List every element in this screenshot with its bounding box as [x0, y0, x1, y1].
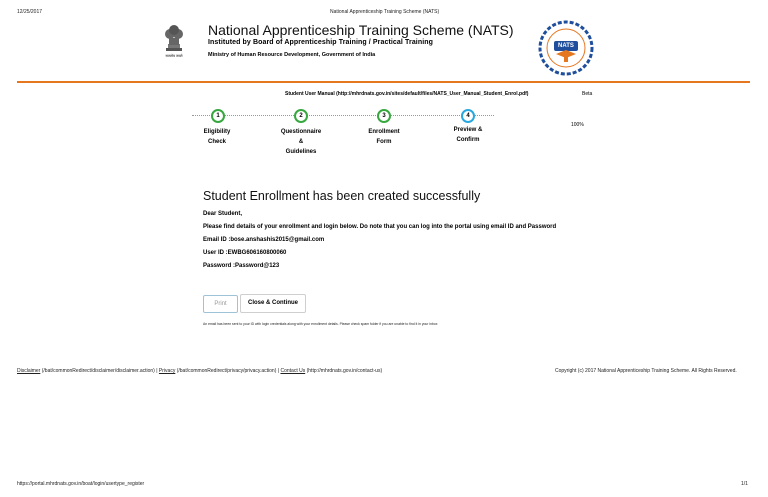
step-2-circle: 2	[294, 109, 308, 123]
step-4-circle: 4	[461, 109, 475, 123]
footer-separator: |	[156, 368, 158, 374]
disclaimer-link[interactable]: Disclaimer	[17, 368, 41, 374]
print-button[interactable]: Print	[203, 295, 238, 313]
privacy-link[interactable]: Privacy	[158, 368, 176, 374]
footer-links	[17, 368, 382, 374]
site-title: National Apprenticeship Training Scheme (NATS)	[208, 22, 514, 38]
email-value: Email ID :bose.anshashis2015@gmail.com	[203, 237, 325, 243]
logo-text: NATS	[558, 43, 574, 49]
progress-percent: 100%	[571, 122, 584, 128]
print-title: National Apprenticeship Training Scheme (NATS)	[330, 9, 440, 15]
copyright-text: Copyright (c) 2017 National Apprenticeship Training Scheme. All Rights Reserved.	[555, 368, 737, 374]
email-sent-note: An email has been sent to your ID with login credentials along with your enrollment details. Please check spam folder if you are unable to find it in your inbox	[203, 322, 438, 326]
success-heading: Student Enrollment has been created successfully	[203, 189, 481, 203]
ministry-line: Ministry of Human Resource Development, Government of India	[208, 52, 376, 58]
emblem-logo	[160, 18, 188, 62]
close-continue-button[interactable]: Close & Continue	[240, 294, 306, 313]
step-1-circle: 1	[211, 109, 225, 123]
step-2-label: Questionnaire & Guidelines	[280, 129, 322, 155]
greeting-text: Dear Student,	[203, 211, 243, 217]
step-3-circle: 3	[377, 109, 391, 123]
site-subtitle: Instituted by Board of Apprenticeship Training / Practical Training	[208, 39, 434, 46]
print-date: 12/25/2017	[17, 9, 43, 15]
user-id-value: User ID :EWBG606160800060	[203, 250, 287, 256]
nats-logo	[538, 20, 594, 76]
stepper-track	[192, 115, 494, 116]
contact-link[interactable]: Contact Us	[280, 368, 306, 374]
header-divider	[17, 81, 750, 83]
beta-label: Beta	[582, 91, 593, 97]
print-page-number: 1/1	[741, 481, 748, 487]
password-value: Password :Password@123	[203, 263, 280, 269]
print-url: https://portal.mhrdnats.gov.in/boat/login/usertype_register	[17, 481, 145, 487]
step-1-label: Eligibility Check	[203, 129, 231, 145]
disclaimer-url: (/bat/commonRedirect/disclaimer/disclaimer.action)	[41, 368, 155, 374]
privacy-url: (/bat/commonRedirect/privacy/privacy.action)	[176, 368, 277, 374]
contact-url: (http://mhrdnats.gov.in/contact-us)	[306, 368, 383, 374]
footer-separator: |	[277, 368, 280, 374]
instruction-text: Please find details of your enrollment and login below. Do note that you can log into the portal using email ID and Password	[203, 224, 557, 230]
emblem-caption: सत्यमेव जयते	[165, 54, 183, 58]
student-manual-link[interactable]: Student User Manual (http://mhrdnats.gov.in/sites/default/files/NATS_User_Manual_Student_Enrol.pdf)	[285, 91, 529, 97]
step-4-label: Preview & Confirm	[453, 127, 483, 143]
step-3-label: Enrollment Form	[368, 129, 400, 145]
